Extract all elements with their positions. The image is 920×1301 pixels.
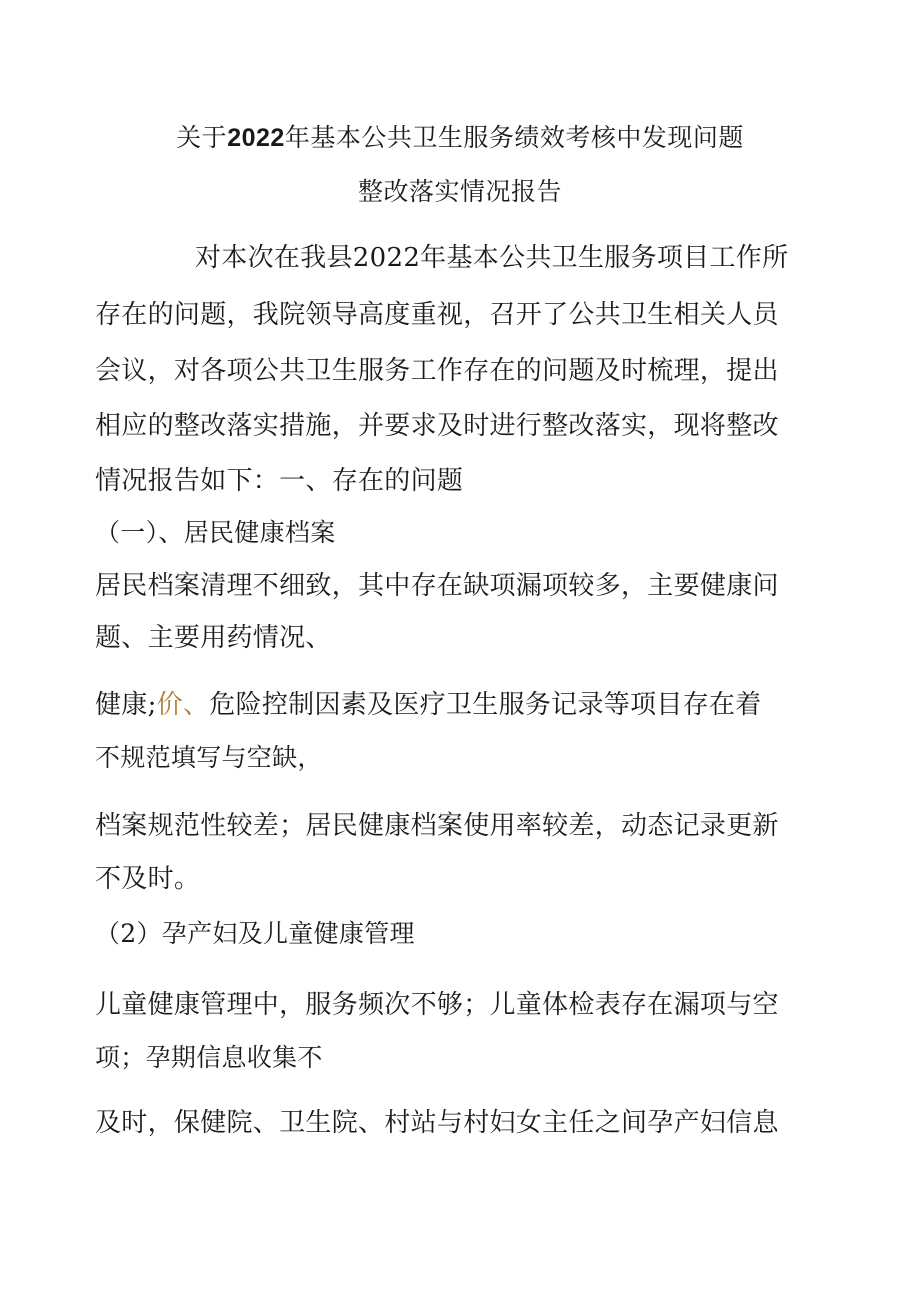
title-prefix: 关于 bbox=[176, 123, 228, 152]
document-title-line2: 整改落实情况报告 bbox=[357, 177, 562, 206]
document-title-line1 bbox=[0, 118, 920, 154]
intro-line-5: 情况报告如下：一、存在的问题 bbox=[95, 466, 464, 496]
title-year: 2022 bbox=[227, 124, 285, 152]
section1-heading: （一）、居民健康档案 bbox=[95, 518, 336, 547]
section2-line-3: 及时，保健院、卫生院、村站与村妇女主任之间孕产妇信息 bbox=[95, 1108, 779, 1138]
title-suffix: 年基本公共卫生服务绩效考核中发现问题 bbox=[284, 123, 744, 152]
section1-line-3-pre: 健康; bbox=[95, 690, 157, 720]
section1-line-3-post: 危险控制因素及医疗卫生服务记录等项目存在着 bbox=[209, 690, 762, 720]
section2-line-2: 项；孕期信息收集不 bbox=[95, 1043, 323, 1072]
section1-line-4: 不规范填写与空缺， bbox=[95, 743, 323, 772]
intro-line-4: 相应的整改落实措施，并要求及时进行整改落实，现将整改 bbox=[95, 411, 779, 441]
section1-line-3-highlight: 价、 bbox=[156, 690, 210, 720]
section1-line-6: 不及时。 bbox=[95, 864, 201, 894]
section2-line-1: 儿童健康管理中，服务频次不够；儿童体检表存在漏项与空 bbox=[95, 990, 779, 1020]
intro-line-1: 对本次在我县2022年基本公共卫生服务项目工作所 bbox=[195, 243, 789, 273]
section1-line-3 bbox=[95, 684, 762, 721]
section2-heading: （2）孕产妇及儿童健康管理 bbox=[95, 919, 415, 948]
section1-line-1: 居民档案清理不细致，其中存在缺项漏项较多，主要健康问 bbox=[95, 571, 779, 601]
intro-line-3: 会议，对各项公共卫生服务工作存在的问题及时梳理，提出 bbox=[95, 356, 779, 386]
intro-line-2: 存在的问题，我院领导高度重视，召开了公共卫生相关人员 bbox=[95, 300, 779, 330]
section1-line-5: 档案规范性较差；居民健康档案使用率较差，动态记录更新 bbox=[95, 811, 779, 841]
section1-line-2: 题、主要用药情况、 bbox=[95, 623, 332, 653]
